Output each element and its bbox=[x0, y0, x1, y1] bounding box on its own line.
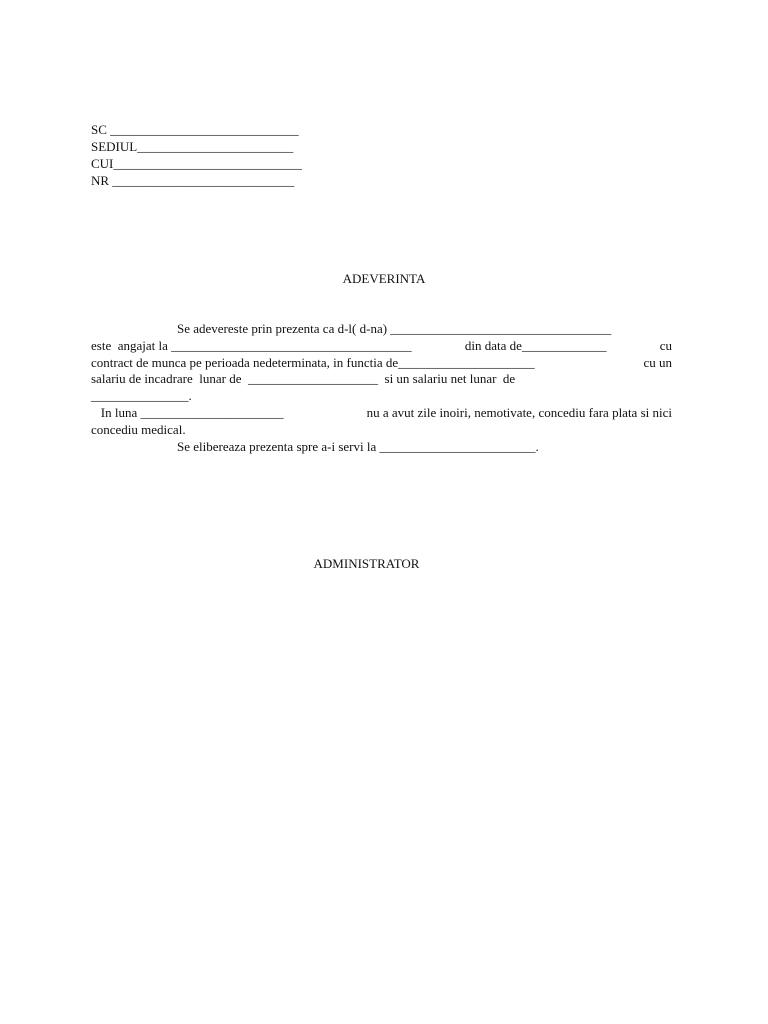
company-header bbox=[91, 121, 302, 189]
body-word-cu: cu bbox=[659, 337, 672, 353]
body-paragraph-1-line-2 bbox=[91, 338, 672, 355]
employed-at-field: este angajat la _____________________________________ bbox=[91, 337, 412, 353]
company-name-field: SC _____________________________ bbox=[91, 122, 299, 137]
body-words-cu-un: cu un bbox=[643, 354, 672, 370]
net-salary-label: si un salariu net lunar de bbox=[384, 371, 516, 387]
body-paragraph-1-line-4 bbox=[91, 371, 672, 388]
job-function-field: contract de munca pe perioada nedeterminata, in functia de_____________________ bbox=[91, 354, 535, 370]
document-title-wrap bbox=[0, 271, 768, 287]
body-paragraph-1-line-3 bbox=[91, 355, 672, 372]
start-date-field: din data de_____________ bbox=[464, 337, 607, 353]
gross-salary-field: salariu de incadrare lunar de ____________________ bbox=[91, 371, 379, 387]
body-paragraph-2-line-1 bbox=[91, 405, 672, 422]
document-body bbox=[91, 321, 672, 455]
body-paragraph-1-line-1: Se adevereste prin prezenta ca d-l( d-na) __________________________________ bbox=[177, 321, 612, 336]
company-nr-field: NR ____________________________ bbox=[91, 173, 295, 188]
net-salary-field: _______________. bbox=[91, 388, 192, 404]
signature-title: ADMINISTRATOR bbox=[313, 556, 420, 571]
company-cui-field: CUI_____________________________ bbox=[91, 156, 302, 171]
purpose-field: Se elibereaza prezenta spre a-i servi la ________________________. bbox=[177, 438, 539, 454]
month-field: In luna ______________________ bbox=[91, 404, 284, 420]
document-title: ADEVERINTA bbox=[342, 271, 426, 286]
signature-block bbox=[0, 556, 768, 572]
company-address-field: SEDIUL________________________ bbox=[91, 139, 294, 154]
absence-statement: nu a avut zile inoiri, nemotivate, concediu fara plata si nici bbox=[366, 404, 672, 420]
body-paragraph-2-line-2: concediu medical. bbox=[91, 421, 186, 437]
